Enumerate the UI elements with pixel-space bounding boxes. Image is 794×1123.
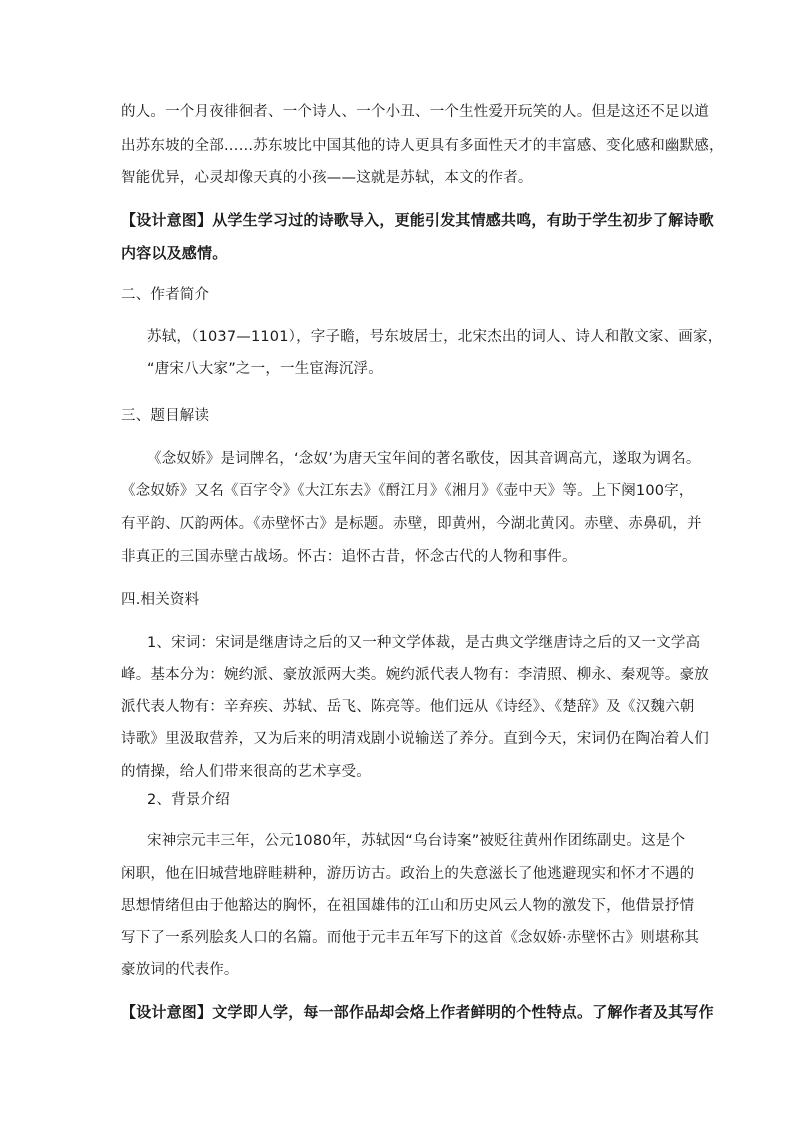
author-line-2: “唐宋八大家”之一，一生宦海沉浮。 (147, 361, 383, 377)
background-line-2: 闲职，他在旧城营地辟畦耕种，游历访古。政治上的失意滋长了他逃避现实和怀才不遇的 (121, 866, 695, 882)
background-line-4: 写下了一系列脍炙人口的名篇。而他于元丰五年写下的这首《念奴娇·赤壁怀古》则堪称其 (121, 930, 700, 946)
background-line-5: 豪放词的代表作。 (121, 962, 239, 978)
section-heading-materials: 四.相关资料 (121, 592, 200, 608)
song-ci-line-5: 的情操，给人们带来很高的艺术享受。 (121, 764, 371, 780)
section-heading-author: 二、作者简介 (121, 287, 210, 303)
background-line-1: 宋神宗元丰三年，公元1080年，苏轼因“乌台诗案”被贬往黄州作团练副史。这是个 (147, 833, 686, 849)
title-line-3: 有平韵、仄韵两体。《赤壁怀古》是标题。赤壁，即黄州，今湖北黄冈。赤壁、赤鼻矶，并 (121, 516, 702, 532)
design-intent-2-line-1: 【设计意图】文学即人学，每一部作品却会烙上作者鲜明的个性特点。了解作者及其写作 (121, 1003, 714, 1021)
song-ci-line-1: 1、宋词：宋词是继唐诗之后的又一种文学体裁，是古典文学继唐诗之后的又一文学高 (147, 635, 701, 651)
song-ci-line-2: 峰。基本分为：婉约派、豪放派两大类。婉约派代表人物有：李清照、柳永、秦观等。豪放 (121, 667, 709, 683)
song-ci-line-3: 派代表人物有：辛弃疾、苏轼、岳飞、陈亮等。他们远从《诗经》、《楚辞》及《汉魏六朝 (121, 699, 695, 715)
subheading-background: 2、背景介绍 (147, 792, 230, 808)
title-line-4: 非真正的三国赤壁古战场。怀古：追怀古昔，怀念古代的人物和事件。 (121, 549, 577, 565)
design-intent-1-line-2: 内容以及感情。 (121, 244, 228, 262)
title-line-1: 《念奴娇》是词牌名，‘念奴’为唐天宝年间的著名歌伎，因其音调高亢，遂取为调名。 (147, 451, 701, 467)
background-line-3: 思想情绪但由于他豁达的胸怀，在祖国雄伟的江山和历史风云人物的激发下，他借景抒情 (121, 898, 695, 914)
intro-line-2: 出苏东坡的全部……苏东坡比中国其他的诗人更具有多面性天才的丰富感、变化感和幽默感， (121, 138, 724, 154)
section-heading-title: 三、题目解读 (121, 408, 210, 424)
author-line-1: 苏轼，（1037—1101），字子瞻，号东坡居士，北宋杰出的词人、诗人和散文家、画家， (147, 329, 723, 345)
design-intent-1-line-1: 【设计意图】从学生学习过的诗歌导入，更能引发其情感共鸣，有助于学生初步了解诗歌 (121, 211, 714, 229)
intro-line-1: 的人。一个月夜徘徊者、一个诗人、一个小丑、一个生性爱开玩笑的人。但是这还不足以道 (121, 104, 709, 120)
title-line-2: 《念奴娇》又名《百字令》《大江东去》《酹江月》《湘月》《壶中天》等。上下阕100字， (121, 483, 694, 499)
song-ci-line-4: 诗歌》里汲取营养，又为后来的明清戏剧小说输送了养分。直到今天，宋词仍在陶冶着人们 (121, 731, 709, 747)
intro-line-3: 智能优异，心灵却像天真的小孩——这就是苏轼，本文的作者。 (121, 170, 533, 186)
